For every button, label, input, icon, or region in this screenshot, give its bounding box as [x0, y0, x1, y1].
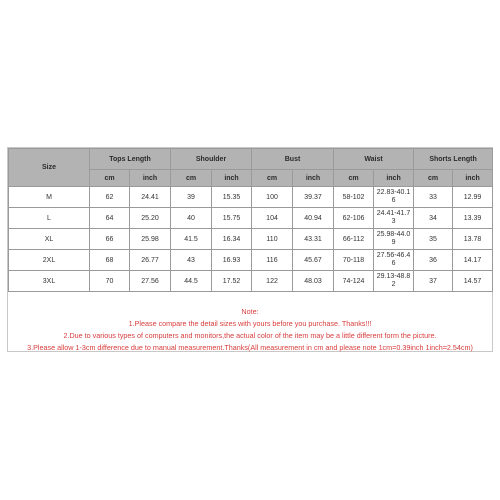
unit-inch: inch: [130, 170, 171, 187]
table-cell: 74-124: [334, 271, 374, 292]
table-cell: 62-106: [334, 208, 374, 229]
unit-inch: inch: [293, 170, 334, 187]
table-cell: 12.99: [453, 187, 493, 208]
table-cell: 58-102: [334, 187, 374, 208]
table-row: [9, 229, 493, 250]
table-cell: 17.52: [212, 271, 252, 292]
table-cell: 70: [90, 271, 130, 292]
table-cell: 104: [252, 208, 293, 229]
table-cell: 100: [252, 187, 293, 208]
table-cell: 24.41-41.73: [374, 208, 414, 229]
table-cell: 25.98-44.09: [374, 229, 414, 250]
size-column-header: Size: [9, 149, 90, 187]
table-cell: 66-112: [334, 229, 374, 250]
table-cell: 116: [252, 250, 293, 271]
table-cell: 44.5: [171, 271, 212, 292]
group-header-shoulder: Shoulder: [171, 149, 252, 170]
table-cell: 45.67: [293, 250, 334, 271]
table-cell: 25.98: [130, 229, 171, 250]
table-cell: 43.31: [293, 229, 334, 250]
size-cell: 2XL: [9, 250, 90, 271]
table-cell: 16.34: [212, 229, 252, 250]
table-cell: 41.5: [171, 229, 212, 250]
size-cell: M: [9, 187, 90, 208]
table-cell: 13.39: [453, 208, 493, 229]
size-cell: 3XL: [9, 271, 90, 292]
table-cell: 40.94: [293, 208, 334, 229]
table-cell: 26.77: [130, 250, 171, 271]
table-cell: 110: [252, 229, 293, 250]
table-cell: 14.57: [453, 271, 493, 292]
unit-inch: inch: [212, 170, 252, 187]
table-cell: 15.75: [212, 208, 252, 229]
group-header-tops-length: Tops Length: [90, 149, 171, 170]
table-cell: 27.56-46.46: [374, 250, 414, 271]
note-title: Note:: [241, 307, 259, 316]
table-cell: 15.35: [212, 187, 252, 208]
unit-cm: cm: [414, 170, 453, 187]
note-line-1: 1.Please compare the detail sizes with yours before you purchase. Thanks!!!: [128, 319, 372, 328]
table-cell: 68: [90, 250, 130, 271]
size-table: [8, 148, 493, 292]
table-cell: 122: [252, 271, 293, 292]
table-cell: 22.83-40.16: [374, 187, 414, 208]
table-cell: 27.56: [130, 271, 171, 292]
size-cell: L: [9, 208, 90, 229]
table-cell: 16.93: [212, 250, 252, 271]
table-row: [9, 208, 493, 229]
table-cell: 29.13-48.82: [374, 271, 414, 292]
table-cell: 48.03: [293, 271, 334, 292]
size-chart: [7, 147, 493, 352]
table-cell: 35: [414, 229, 453, 250]
table-cell: 33: [414, 187, 453, 208]
table-cell: 39: [171, 187, 212, 208]
table-row: [9, 271, 493, 292]
group-header-waist: Waist: [334, 149, 414, 170]
unit-inch: inch: [374, 170, 414, 187]
table-cell: 25.20: [130, 208, 171, 229]
table-cell: 43: [171, 250, 212, 271]
unit-cm: cm: [90, 170, 130, 187]
group-header-bust: Bust: [252, 149, 334, 170]
table-cell: 13.78: [453, 229, 493, 250]
table-cell: 34: [414, 208, 453, 229]
table-cell: 66: [90, 229, 130, 250]
note-block: [8, 306, 492, 354]
group-header-row: [9, 149, 493, 170]
group-header-shorts-length: Shorts Length: [414, 149, 493, 170]
table-cell: 36: [414, 250, 453, 271]
table-cell: 39.37: [293, 187, 334, 208]
table-cell: 64: [90, 208, 130, 229]
table-cell: 37: [414, 271, 453, 292]
unit-cm: cm: [171, 170, 212, 187]
table-cell: 70-118: [334, 250, 374, 271]
unit-cm: cm: [334, 170, 374, 187]
table-cell: 40: [171, 208, 212, 229]
note-line-2: 2.Due to various types of computers and monitors,the actual color of the item may be a little different form the picture.: [63, 331, 437, 340]
table-cell: 62: [90, 187, 130, 208]
table-cell: 14.17: [453, 250, 493, 271]
unit-cm: cm: [252, 170, 293, 187]
table-cell: 24.41: [130, 187, 171, 208]
note-line-3: 3.Please allow 1-3cm difference due to manual measurement.Thanks(All measurement in cm and please note 1cm=0.39inch 1inch=2.54cm): [27, 343, 473, 352]
size-cell: XL: [9, 229, 90, 250]
unit-inch: inch: [453, 170, 493, 187]
table-row: [9, 250, 493, 271]
table-row: [9, 187, 493, 208]
